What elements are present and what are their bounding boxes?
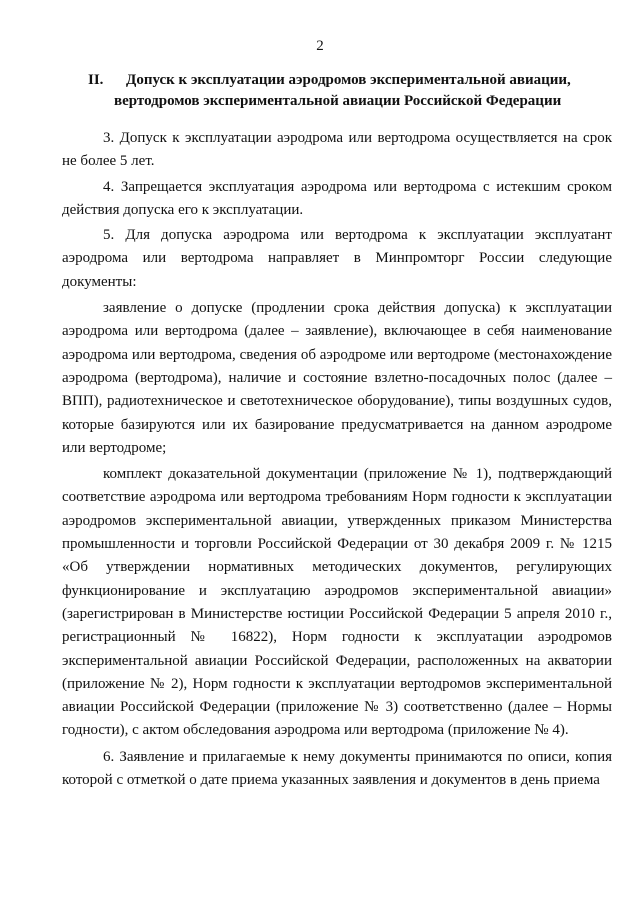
section-number: II. [88,72,104,88]
page-number: 2 [316,38,324,54]
paragraph-3: 3. Допуск к эксплуатации аэродрома или вертодрома осуществляется на срок не более 5 лет. [62,130,612,170]
section-title-line-2: вертодромов экспериментальной авиации Российской Федерации [114,93,562,109]
paragraph-5: 5. Для допуска аэродрома или вертодрома к эксплуатации эксплуатант аэродрома или вертодрома направляет в Минпромторг России следующие документы: [62,227,612,290]
paragraph-6: 6. Заявление и прилагаемые к нему документы принимаются по описи, копия которой с отметкой о дате приема указанных заявления и документов в день приема [62,748,612,789]
list-item-documentation: комплект доказательной документации (приложение № 1), подтверждающий соответствие аэродрома или вертодрома требованиям Норм годности к эксплуатации аэродромов экспериментальной авиации, утвержденных приказом Министерства промышленности и торговли Российской Федерации от 30 декабря 2009 г. № 1215 «Об утверждении нормативных методических документов, регулирующих функционирование и эксплуатацию аэродромов экспериментальной авиации» (зарегистрирован в Министерстве юстиции Российской Федерации 5 апреля 2010 г., регистрационный № 16822), Норм годности к эксплуатации аэродромов экспериментальной авиации Российской Федерации, расположенных на акватории (приложение № 2), Норм годности к эксплуатации вертодромов экспериментальной авиации Российской Федерации (приложение № 3) соответственно (далее – Нормы годности), с актом обследования аэродрома или вертодрома (приложение № 4). [62,466,612,739]
list-item-application: заявление о допуске (продлении срока действия допуска) к эксплуатации аэродрома или вертодрома (далее – заявление), включающее в себя наименование аэродрома или вертодрома, сведения об аэродроме или вертодроме (местонахождение аэродрома (вертодрома), наличие и состояние взлетно-посадочных полос (далее – ВПП), радиотехническое и светотехническое оборудование), типы воздушных судов, которые базируются или их базирование предусматривается на данном аэродроме или вертодроме; [62,300,612,456]
section-heading [88,70,588,112]
paragraph-4: 4. Запрещается эксплуатация аэродрома или вертодрома с истекшим сроком действия допуска его к эксплуатации. [62,178,612,218]
document-body [62,127,612,796]
section-title-line-1: Допуск к эксплуатации аэродромов экспериментальной авиации, [126,72,571,88]
